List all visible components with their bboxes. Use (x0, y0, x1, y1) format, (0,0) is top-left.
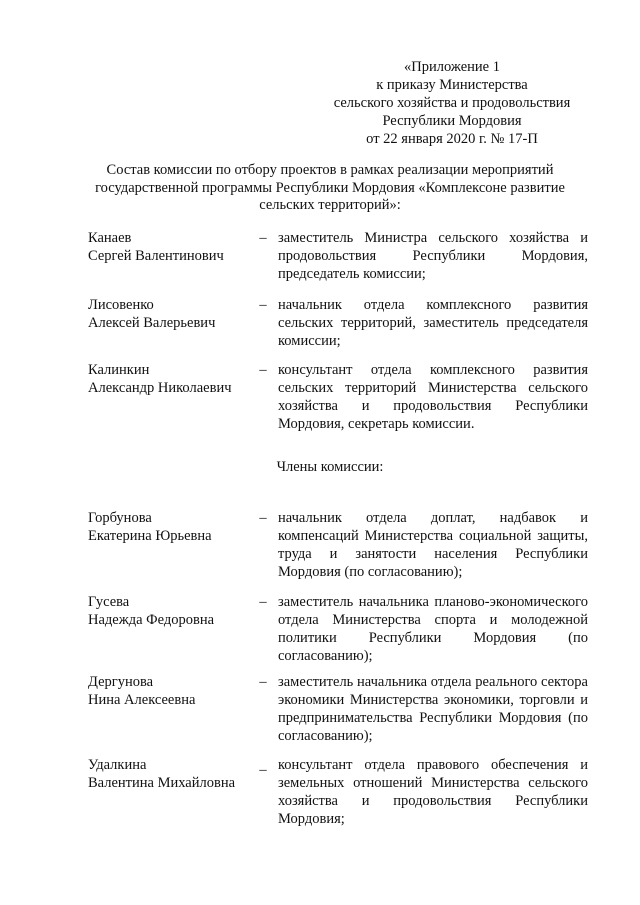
member-surname: Канаев (88, 230, 132, 246)
dash-separator: – (259, 230, 267, 246)
dash-separator: – (259, 510, 267, 526)
member-surname: Удалкина (88, 757, 147, 773)
member-name (88, 756, 258, 792)
members-heading: Члены комиссии: (276, 459, 384, 475)
member-given-name: Надежда Федоровна (88, 612, 215, 628)
member-role: консультант отдела правового обеспечения и земельных отношений Министерства сельского хозяйства и продовольствия Республики Мордовия; (278, 757, 588, 827)
dash-separator: – (259, 594, 267, 610)
member-name (88, 361, 258, 397)
member-given-name: Валентина Михайловна (88, 775, 236, 791)
appendix-line: «Приложение 1 (404, 59, 500, 75)
appendix-line: от 22 января 2020 г. № 17-П (366, 131, 538, 147)
appendix-line: Республики Мордовия (382, 113, 522, 129)
member-role: консультант отдела комплексного развития сельских территорий Министерства сельского хозяйства и продовольствия Республики Мордовия, секретарь комиссии. (278, 362, 588, 432)
member-name (88, 593, 258, 629)
appendix-line: сельского хозяйства и продовольствия (333, 95, 571, 111)
member-given-name: Нина Алексеевна (88, 692, 196, 708)
appendix-header (302, 58, 602, 148)
member-given-name: Алексей Валерьевич (88, 315, 216, 331)
dash-separator: – (259, 674, 267, 690)
member-name (88, 229, 258, 265)
member-role: начальник отдела комплексного развития сельских территорий, заместитель председателя комиссии; (278, 297, 588, 349)
appendix-line: к приказу Министерства (376, 77, 528, 93)
dash-separator: – (259, 362, 267, 378)
member-name (88, 673, 258, 709)
member-given-name: Екатерина Юрьевна (88, 528, 212, 544)
member-given-name: Сергей Валентинович (88, 248, 224, 264)
member-surname: Гусева (88, 594, 130, 610)
member-role: начальник отдела доплат, надбавок и компенсаций Министерства социальной защиты, труда и занятости населения Республики Мордовия (по согласованию); (278, 510, 588, 580)
member-name (88, 296, 258, 332)
member-given-name: Александр Николаевич (88, 380, 232, 396)
dash-separator: – (259, 297, 267, 313)
member-role: заместитель начальника отдела реального сектора экономики Министерства экономики, торговли и предпринимательства Республики Мордовия (по согласованию); (278, 674, 588, 744)
member-surname: Дергунова (88, 674, 154, 690)
member-role: заместитель Министра сельского хозяйства и продовольствия Республики Мордовия, председатель комиссии; (278, 230, 588, 282)
member-surname: Лисовенко (88, 297, 154, 313)
dash-separator: _ (259, 757, 267, 773)
member-surname: Горбунова (88, 510, 152, 526)
member-role: заместитель начальника планово-экономического отдела Министерства спорта и молодежной политики Республики Мордовия (по согласованию); (278, 594, 588, 664)
document-title: Состав комиссии по отбору проектов в рамках реализации мероприятий государственной программы Республики Мордовия «Комплексоне развитие сельских территорий»: (95, 162, 565, 213)
member-name (88, 509, 258, 545)
member-surname: Калинкин (88, 362, 150, 378)
